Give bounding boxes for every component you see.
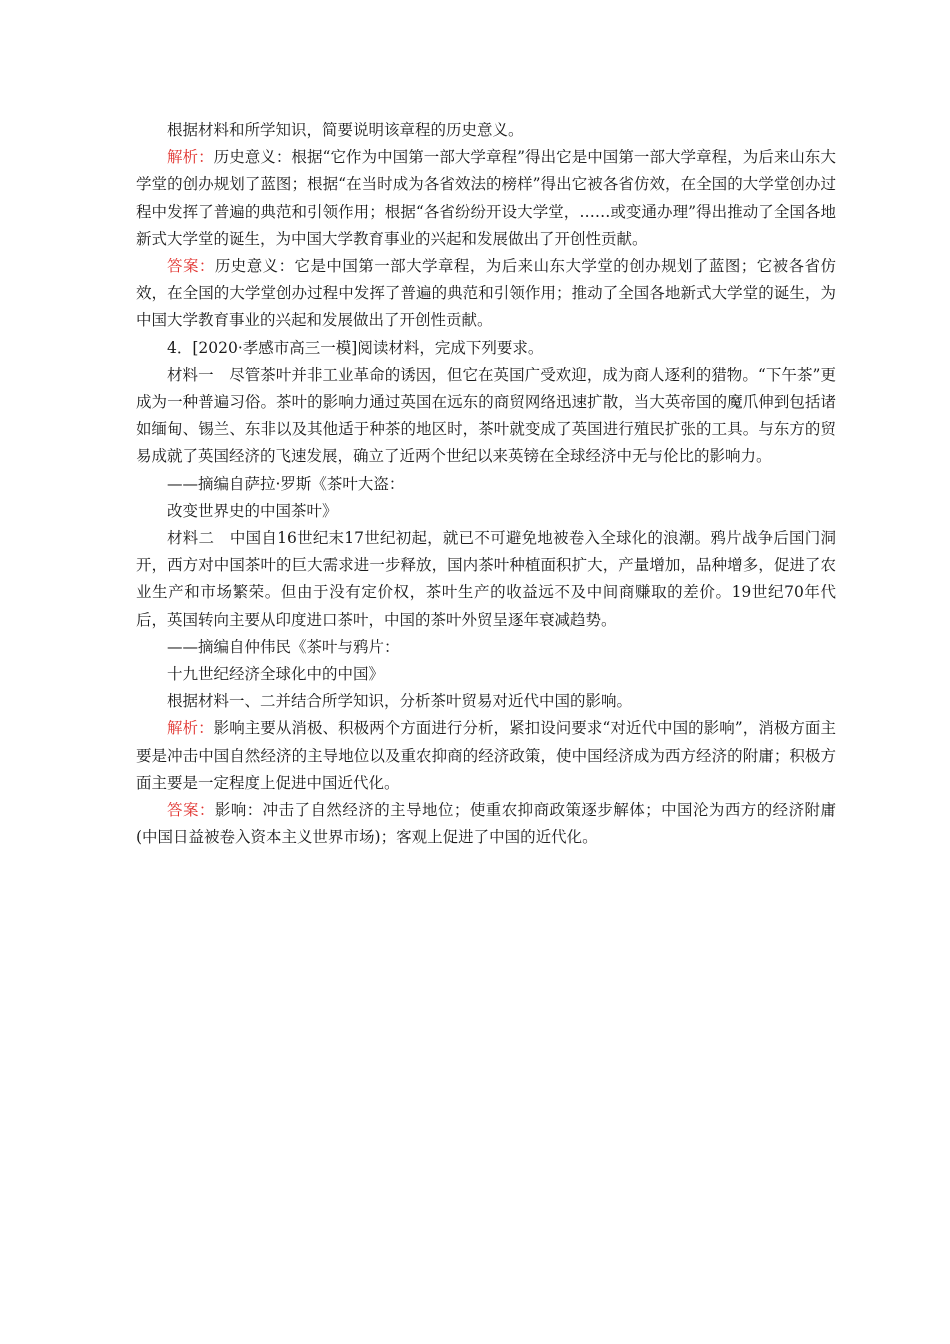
q3-answer xyxy=(136,253,836,335)
q3-analysis xyxy=(136,144,836,253)
material-two: 材料二 中国自16世纪末17世纪初起，就已不可避免地被卷入全球化的浪潮。鸦片战争后国门洞开，西方对中国茶叶的巨大需求进一步释放，国内茶叶种植面积扩大，产量增加，品种增多，促进了农业生产和市场繁荣。但由于没有定价权，茶叶生产的收益远不及中间商赚取的差价。19世纪70年代后，英国转向主要从印度进口茶叶，中国的茶叶外贸呈逐年衰减趋势。 xyxy=(136,529,836,629)
material-one: 材料一 尽管茶叶并非工业革命的诱因，但它在英国广受欢迎，成为商人逐利的猎物。“下午茶”更成为一种普遍习俗。茶叶的影响力通过英国在远东的商贸网络迅速扩散，当大英帝国的魔爪伸到包括诸如缅甸、锡兰、东非以及其他适于种茶的地区时，茶叶就变成了英国进行殖民扩张的工具。与东方的贸易成就了英国经济的飞速发展，确立了近两个世纪以来英镑在全球经济中无与伦比的影响力。 xyxy=(136,365,836,466)
q3-prompt: 根据材料和所学知识，简要说明该章程的历史意义。 xyxy=(167,121,524,139)
answer-label: 答案： xyxy=(167,801,215,820)
material-two-citation-line2: 十九世纪经济全球化中的中国》 xyxy=(167,665,385,684)
analysis-label: 解析： xyxy=(167,719,214,738)
material-one-citation-line2: 改变世界史的中国茶叶》 xyxy=(167,501,338,520)
q4-analysis-text: 影响主要从消极、积极两个方面进行分析，紧扣设问要求“对近代中国的影响”，消极方面主要是冲击中国自然经济的主导地位以及重农抑商的经济政策，使中国经济成为西方经济的附庸；积极方面主要是一定程度上促进中国近代化。 xyxy=(136,719,836,792)
q3-answer-text: 历史意义：它是中国第一部大学章程，为后来山东大学堂的创办规划了蓝图；它被各省仿效，在全国的大学堂创办过程中发挥了普遍的典范和引领作用；推动了全国各地新式大学堂的诞生，为中国大学教育事业的兴起和发展做出了开创性贡献。 xyxy=(136,257,836,330)
q4-prompt: 根据材料一、二并结合所学知识，分析茶叶贸易对近代中国的影响。 xyxy=(167,692,633,711)
material-two-citation-line1: ——摘编自仲伟民《茶叶与鸦片： xyxy=(167,637,400,656)
q3-analysis-text: 历史意义：根据“它作为中国第一部大学章程”得出它是中国第一部大学章程，为后来山东大学堂的创办规划了蓝图；根据“在当时成为各省效法的榜样”得出它被各省仿效，在全国的大学堂创办过程中发挥了普遍的典范和引领作用；根据“各省纷纷开设大学堂，……或变通办理”得出推动了全国各地新式大学堂的诞生，为中国大学教育事业的兴起和发展做出了开创性贡献。 xyxy=(136,148,836,248)
material-one-citation-line1: ——摘编自萨拉·罗斯《茶叶大盗： xyxy=(167,474,405,493)
q4-title: 4．[2020·孝感市高三一模]阅读材料，完成下列要求。 xyxy=(167,338,544,357)
q4-analysis xyxy=(136,715,836,797)
q4-answer xyxy=(136,797,836,851)
answer-label: 答案： xyxy=(167,257,215,276)
document-page xyxy=(136,117,836,851)
analysis-label: 解析： xyxy=(167,148,214,167)
q4-answer-text: 影响：冲击了自然经济的主导地位；使重农抑商政策逐步解体；中国沦为西方的经济附庸(中国日益被卷入资本主义世界市场)；客观上促进了中国的近代化。 xyxy=(136,801,836,847)
